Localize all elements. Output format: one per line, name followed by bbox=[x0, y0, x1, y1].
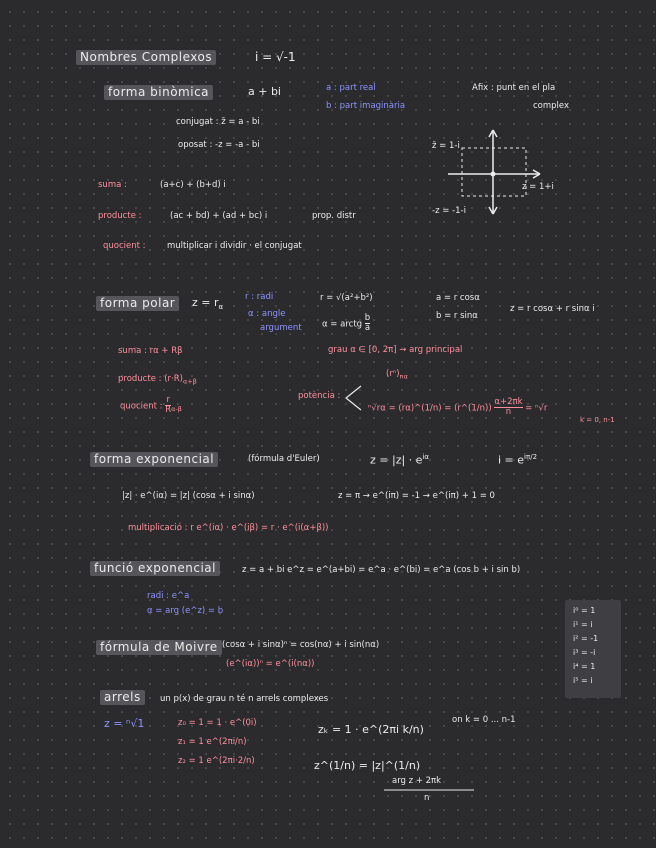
afix-label: Afix : punt en el pla bbox=[472, 83, 556, 93]
exponencial-line2: |z| · e^(iα) = |z| (cosα + i sinα) bbox=[122, 491, 255, 501]
argument-def: argument bbox=[260, 323, 302, 333]
moivre-expr-2: (e^(iα))ⁿ = e^(i(nα)) bbox=[226, 659, 315, 669]
arrels-k-range: on k = 0 ... n-1 bbox=[452, 715, 516, 725]
funcio-exponencial-label: funció exponencial bbox=[90, 561, 220, 576]
k-range-polar: k = 0, n-1 bbox=[580, 416, 615, 424]
arrels-label: arrels bbox=[100, 690, 145, 705]
quocient-label: quocient : bbox=[103, 241, 146, 251]
moivre-expr: (cosα + i sinα)ⁿ = cos(nα) + i sin(nα) bbox=[222, 640, 380, 650]
polar-producte: producte : $(r\cdot R)_{\alpha+\beta}$ bbox=[118, 374, 197, 386]
i-definition: i = √-1 bbox=[255, 50, 296, 64]
potencia-1: $(r^n)_{n\alpha}$ bbox=[386, 369, 408, 381]
producte-expr: (ac + bd) + (ad + bc) i bbox=[170, 211, 268, 221]
power-of-i-item: i⁵ = i bbox=[573, 676, 593, 685]
z-trig: z = r cosα + r sinα i bbox=[510, 304, 595, 314]
angle-def: α : angle bbox=[248, 309, 286, 319]
polar-suma: suma : rα + Rβ bbox=[118, 346, 183, 356]
polar-quocient: quocient : $\frac{r}{R}$ $_{\alpha-\beta}$ bbox=[120, 395, 182, 416]
alpha-formula: α = arctg $\frac{b}{a}$ bbox=[322, 313, 371, 334]
graph-label-conj: z̄ = 1-i bbox=[432, 141, 460, 151]
arrels-desc: un p(x) de grau n té n arrels complexes bbox=[160, 694, 329, 704]
polar-label: forma polar bbox=[96, 296, 179, 311]
graph-label-z: z = 1+i bbox=[522, 182, 554, 192]
binomica-imag: b : part imaginària bbox=[326, 101, 406, 111]
euler-note: (fórmula d'Euler) bbox=[248, 454, 320, 464]
arrel-zk: zₖ = 1 · e^(2πi k/n) bbox=[318, 723, 424, 736]
b-sin: b = r sinα bbox=[436, 311, 478, 321]
powers-of-i-box bbox=[565, 600, 621, 698]
power-of-i-item: i⁴ = 1 bbox=[573, 662, 596, 671]
grau-note: grau α ∈ [0, 2π] → arg principal bbox=[328, 345, 463, 355]
afix-label-2: complex bbox=[533, 101, 570, 111]
arrel-z1: z₁ = 1 e^(2πi/n) bbox=[178, 737, 247, 747]
exponencial-expr: $z = |z| \cdot e^{i\alpha}$ bbox=[370, 453, 429, 467]
quocient-expr: multiplicar i dividir · el conjugat bbox=[167, 241, 302, 251]
a-cos: a = r cosα bbox=[436, 293, 480, 303]
funcio-arg: α = arg (e^z) = b bbox=[147, 606, 224, 616]
binomica-real: a : part real bbox=[326, 83, 376, 93]
producte-label: producte : bbox=[98, 211, 142, 221]
i-euler: $i = e^{i\pi/2}$ bbox=[498, 453, 538, 467]
arrels-arg-num: arg z + 2πk bbox=[392, 776, 442, 786]
moivre-label: fórmula de Moivre bbox=[96, 640, 222, 655]
arrels-arg-den: n bbox=[424, 793, 430, 803]
power-of-i-item: i² = -1 bbox=[573, 634, 599, 643]
producte-note: prop. distr bbox=[312, 211, 356, 221]
conjugat-line: conjugat : z̄ = a - bi bbox=[176, 117, 260, 127]
page-title: Nombres Complexos bbox=[76, 50, 216, 65]
suma-label: suma : bbox=[98, 180, 127, 190]
potencia-2: ⁿ√rα = (rα)^(1/n) = (r^(1/n)) $\frac{\alpha+2\pi k}{n}$ = ⁿ√r bbox=[368, 397, 548, 418]
power-of-i-item: i¹ = i bbox=[573, 620, 593, 629]
binomica-expr: a + bi bbox=[248, 85, 281, 98]
oposat-line: oposat : -z = -a - bi bbox=[178, 140, 260, 150]
arrel-z0: z₀ = 1 = 1 · e^(0i) bbox=[178, 718, 257, 728]
r-formula: r = √(a²+b²) bbox=[320, 293, 373, 303]
radi-def: r : radi bbox=[245, 292, 274, 302]
power-of-i-item: i³ = -i bbox=[573, 648, 596, 657]
multiplicacio: multiplicació : r e^(iα) · e^(iβ) = r · e^(i(α+β)) bbox=[128, 523, 329, 533]
graph-label-neg: -z = -1-i bbox=[432, 206, 466, 216]
potencia-label: potència : bbox=[298, 391, 341, 401]
suma-expr: (a+c) + (b+d) i bbox=[160, 180, 226, 190]
exponencial-label: forma exponencial bbox=[90, 452, 218, 467]
power-of-i-item: i⁰ = 1 bbox=[573, 606, 596, 615]
pi-case: z = π → e^(iπ) = -1 → e^(iπ) + 1 = 0 bbox=[338, 491, 495, 501]
arrel-z2: z₂ = 1 e^(2πi·2/n) bbox=[178, 756, 255, 766]
funcio-expr: z = a + bi e^z = e^(a+bi) = e^a · e^(bi) = e^a (cos b + i sin b) bbox=[242, 565, 521, 575]
funcio-radi: radi : e^a bbox=[147, 591, 190, 601]
arrels-z-pow: z^(1/n) = |z|^(1/n) bbox=[314, 759, 421, 772]
binomica-label: forma binòmica bbox=[104, 85, 213, 100]
arrels-z-root: z = ⁿ√1 bbox=[104, 717, 145, 730]
polar-expr: $z = r_\alpha$ bbox=[192, 296, 224, 312]
